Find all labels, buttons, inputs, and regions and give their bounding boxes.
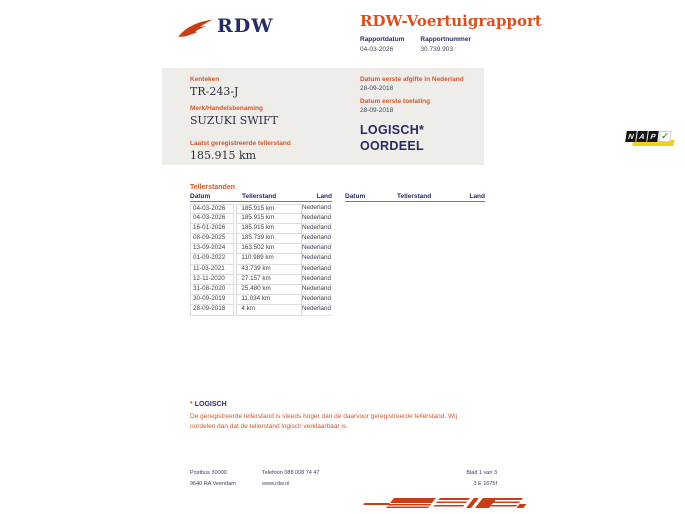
table-title: Tellerstanden xyxy=(190,184,235,191)
first-issue-label: Datum eerste afgifte in Nederland xyxy=(360,76,464,83)
col-header-odometer: Tellerstand xyxy=(242,193,277,200)
row-country: Nederland xyxy=(302,244,332,254)
nap-checkmark-icon: ✓ xyxy=(658,131,672,142)
nap-logo xyxy=(626,131,676,149)
row-date: 04-03-2026 xyxy=(190,214,234,224)
table-header-right xyxy=(345,193,485,202)
first-issue-value: 28-09-2018 xyxy=(360,85,394,92)
footnote-logisch xyxy=(190,401,490,432)
row-country: Nederland xyxy=(302,295,332,305)
row-odometer: 185.739 km xyxy=(236,234,302,244)
odometer-value: 185.915 km xyxy=(190,149,257,162)
col-header-odometer: Tellerstand xyxy=(397,193,432,200)
row-date: 11-03-2021 xyxy=(190,265,234,275)
vehicle-summary-box xyxy=(162,68,670,165)
row-odometer: 185.915 km xyxy=(236,214,302,224)
row-odometer: 27.157 km xyxy=(236,275,302,285)
table-row xyxy=(190,285,332,295)
col-header-date: Datum xyxy=(345,193,366,200)
report-number-label: Rapportnummer xyxy=(420,36,471,43)
row-odometer: 185.915 km xyxy=(236,204,302,214)
row-date: 13-09-2024 xyxy=(190,244,234,254)
rdw-logo-text: RDW xyxy=(217,15,274,37)
row-country: Nederland xyxy=(302,224,332,234)
row-odometer: 185.915 km xyxy=(236,224,302,234)
rdw-wing-logo-icon xyxy=(177,15,213,41)
table-row xyxy=(190,214,332,224)
license-plate-value: TR-243-J xyxy=(190,85,239,98)
verdict-text: LOGISCH* OORDEEL xyxy=(360,123,425,153)
rdw-speed-stripes-icon xyxy=(360,496,525,512)
table-row xyxy=(190,295,332,305)
page-footer xyxy=(190,470,497,487)
row-date: 16-01-2026 xyxy=(190,224,234,234)
row-odometer: 110.989 km xyxy=(236,254,302,264)
row-country: Nederland xyxy=(302,254,332,264)
row-date: 04-03-2026 xyxy=(190,204,234,214)
license-plate-label: Kenteken xyxy=(190,76,220,83)
table-row xyxy=(190,275,332,285)
row-odometer: 43.739 km xyxy=(236,265,302,275)
table-row xyxy=(190,305,332,315)
row-country: Nederland xyxy=(302,214,332,224)
table-row xyxy=(190,204,332,214)
footnote-text: De geregistreerde tellerstand is steeds hoger dan de daarvoor geregistreerde tellerstand. Wij oordelen dan dat de tellerstand logisch verklaarbaar is. xyxy=(190,413,458,430)
col-header-country: Land xyxy=(316,193,332,200)
row-country: Nederland xyxy=(302,285,332,295)
footnote-marker: * xyxy=(190,401,193,408)
table-header-left xyxy=(190,193,332,202)
first-admission-label: Datum eerste toelating xyxy=(360,98,431,105)
odometer-table-rows xyxy=(190,204,332,316)
row-country: Nederland xyxy=(302,204,332,214)
row-odometer: 25.480 km xyxy=(236,285,302,295)
footer-form-code: 3 E 1675f xyxy=(473,480,497,487)
make-value: SUZUKI SWIFT xyxy=(190,114,278,127)
col-header-date: Datum xyxy=(190,193,211,200)
table-row xyxy=(190,254,332,264)
row-date: 01-09-2022 xyxy=(190,254,234,264)
table-row xyxy=(190,244,332,254)
row-date: 31-08-2020 xyxy=(190,285,234,295)
row-date: 12-11-2020 xyxy=(190,275,234,285)
row-country: Nederland xyxy=(302,234,332,244)
col-header-country: Land xyxy=(469,193,485,200)
report-date-value: 04-03-2026 xyxy=(360,46,394,53)
table-row xyxy=(190,234,332,244)
row-date: 28-09-2018 xyxy=(190,305,234,315)
odometer-label: Laatst geregistreerde tellerstand xyxy=(190,140,291,147)
footer-website: www.rdw.nl xyxy=(262,480,290,487)
table-row xyxy=(190,265,332,275)
nap-letter-a: A xyxy=(636,131,648,142)
page-title: RDW-Voertuigrapport xyxy=(360,12,542,30)
row-country: Nederland xyxy=(302,265,332,275)
first-admission-value: 28-09-2018 xyxy=(360,107,394,114)
nap-letter-n: N xyxy=(625,131,637,142)
row-date: 08-09-2025 xyxy=(190,234,234,244)
row-country: Nederland xyxy=(302,275,332,285)
footer-address-line2: 9640 RA Veendam xyxy=(190,480,236,487)
row-country: Nederland xyxy=(302,305,332,315)
row-odometer: 4 km xyxy=(236,305,302,315)
table-row xyxy=(190,224,332,234)
footer-page-number: Blad 1 van 3 xyxy=(466,470,497,476)
report-date-label: Rapportdatum xyxy=(360,36,405,43)
footer-address-line1: Postbus 30000 xyxy=(190,470,227,476)
nap-letter-p: P xyxy=(647,131,659,142)
row-date: 30-09-2019 xyxy=(190,295,234,305)
row-odometer: 11.034 km xyxy=(236,295,302,305)
footnote-title: * LOGISCH xyxy=(190,401,227,408)
make-label: Merk/Handelsbenaming xyxy=(190,105,263,112)
report-meta xyxy=(360,36,471,53)
row-odometer: 163.502 km xyxy=(236,244,302,254)
report-number-value: 30.739.903 xyxy=(420,46,453,53)
footer-phone: Telefoon 088 008 74 47 xyxy=(262,470,320,476)
